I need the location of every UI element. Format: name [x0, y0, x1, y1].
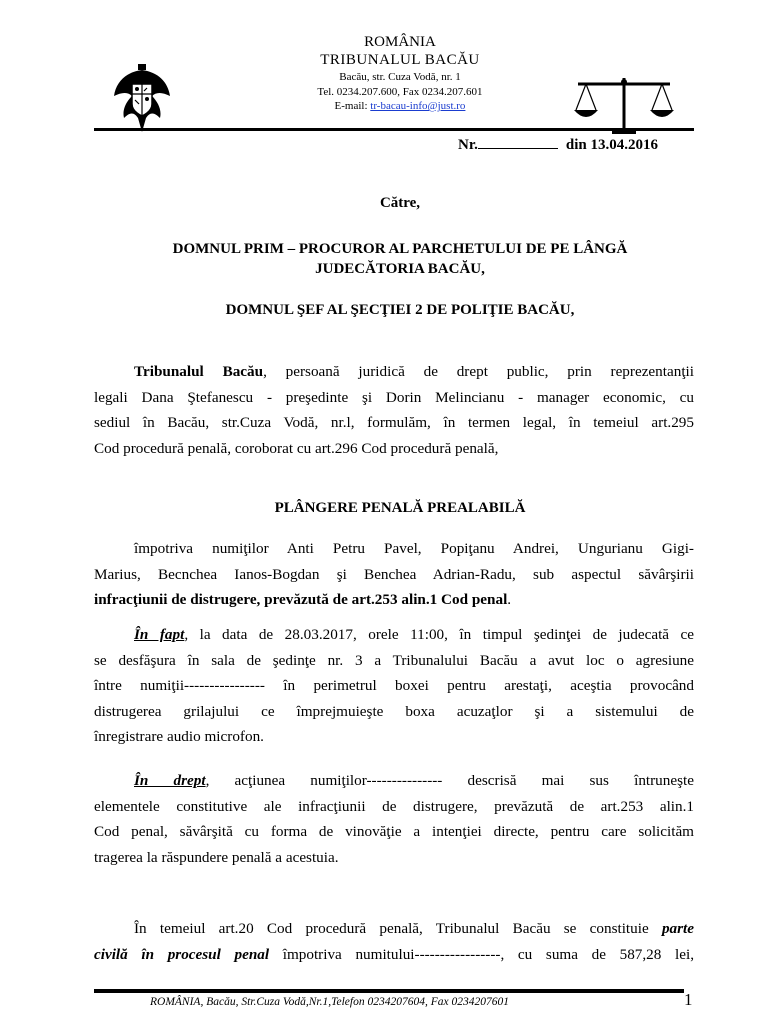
law-line-text: , acţiunea numiţilor--------------- descrisă mai sus întruneşte	[205, 772, 694, 789]
against-line	[94, 587, 694, 613]
civil-line	[94, 916, 694, 942]
civil-party-emphasis: parte	[661, 920, 694, 937]
intro-line	[94, 359, 694, 385]
coat-of-arms-icon	[112, 62, 172, 134]
intro-paragraph	[94, 359, 694, 461]
facts-line: înregistrare audio microfon.	[94, 728, 264, 746]
against-paragraph	[94, 536, 694, 613]
nr-label: Nr.	[458, 137, 478, 153]
law-line: elementele constitutive ale infracţiunii de distrugere, prevăzută de art.253 alin.1	[94, 797, 694, 815]
header-divider	[94, 128, 694, 131]
recipient-line-3: DOMNUL ŞEF AL ŞECŢIEI 2 DE POLIŢIE BACĂU,	[225, 302, 575, 318]
civil-line	[94, 942, 694, 968]
email-link[interactable]: tr-bacau-info@just.ro	[370, 100, 466, 112]
facts-line-text: , la data de 28.03.2017, orele 11:00, în timpul şedinţei de judecată ce	[184, 626, 694, 643]
recipient-line-1: DOMNUL PRIM – PROCUROR AL PARCHETULUI DE PE LÂNGĂ	[172, 241, 628, 257]
salutation: Către,	[379, 195, 421, 211]
registration-number	[458, 134, 658, 154]
footer-contact: ROMÂNIA, Bacău, Str.Cuza Vodă,Nr.1,Telefon 0234207604, Fax 0234207601	[150, 996, 509, 1008]
document-title: PLÂNGERE PENALĂ PREALABILĂ	[274, 500, 526, 516]
recipient-line-2: JUDECĂTORIA BACĂU,	[315, 261, 485, 277]
header-court-name: TRIBUNALUL BACĂU	[320, 52, 480, 68]
law-line	[94, 768, 694, 794]
intro-line-text: , persoană juridică de drept public, prin reprezentanţii	[263, 363, 694, 380]
law-paragraph	[94, 768, 694, 870]
intro-line: sediul în Bacău, str.Cuza Vodă, nr.l, formulăm, în termen legal, în temeiul art.295	[94, 414, 694, 432]
footer-divider	[94, 989, 684, 993]
document-date: din 13.04.2016	[565, 137, 658, 153]
against-line-text: .	[507, 591, 512, 609]
facts-line: distrugerea grilajului ce împrejmuieşte boxa acuzaţlor şi a sistemului de	[94, 702, 694, 720]
against-line: împotriva numiţilor Anti Petru Pavel, Popiţanu Andrei, Ungurianu Gigi-	[134, 540, 694, 557]
civil-line-text: împotriva numitului-----------------, cu suma de 587,28 lei,	[269, 945, 694, 963]
intro-line: legali Dana Ştefanescu - preşedinte şi Dorin Melincianu - manager economic, cu	[94, 388, 694, 406]
facts-line	[94, 622, 694, 648]
header-phone: Tel. 0234.207.600, Fax 0234.207.601	[317, 86, 483, 98]
against-line: Marius, Becnchea Ianos-Bogdan şi Benchea Adrian-Radu, sub aspectul săvârşirii	[94, 565, 694, 583]
law-heading: În drept	[134, 772, 206, 789]
facts-line: între numiţii---------------- în perimetrul boxei pentru arestaţi, aceştia provocând	[94, 677, 694, 695]
intro-line: Cod procedură penală, coroborat cu art.296 Cod procedură penală,	[94, 439, 499, 457]
civil-party-emphasis: civilă în procesul penal	[94, 945, 270, 963]
plaintiff-name: Tribunalul Bacău	[134, 363, 264, 380]
facts-heading: În fapt	[134, 626, 185, 643]
facts-paragraph	[94, 622, 694, 750]
civil-party-paragraph	[94, 916, 694, 967]
facts-line: se desfăşura în sala de şedinţe nr. 3 a Tribunalului Bacău a avut loc o agresiune	[94, 651, 694, 669]
header-country: ROMÂNIA	[364, 34, 436, 50]
nr-blank-field	[478, 134, 558, 149]
law-line: Cod penal, săvârşită cu forma de vinovăţie a intenţiei directe, pentru care solicităm	[94, 823, 694, 841]
email-label: E-mail:	[334, 100, 371, 112]
offence-description: infracţiunii de distrugere, prevăzută de art.253 alin.1 Cod penal	[94, 591, 508, 609]
header-address: Bacău, str. Cuza Vodă, nr. 1	[339, 71, 461, 83]
civil-line-text: În temeiul art.20 Cod procedură penală, Tribunalul Bacău se constituie	[134, 920, 662, 937]
scales-of-justice-icon	[572, 76, 676, 136]
page-number: 1	[684, 990, 693, 1009]
law-line: tragerea la răspundere penală a acestuia.	[94, 848, 339, 866]
